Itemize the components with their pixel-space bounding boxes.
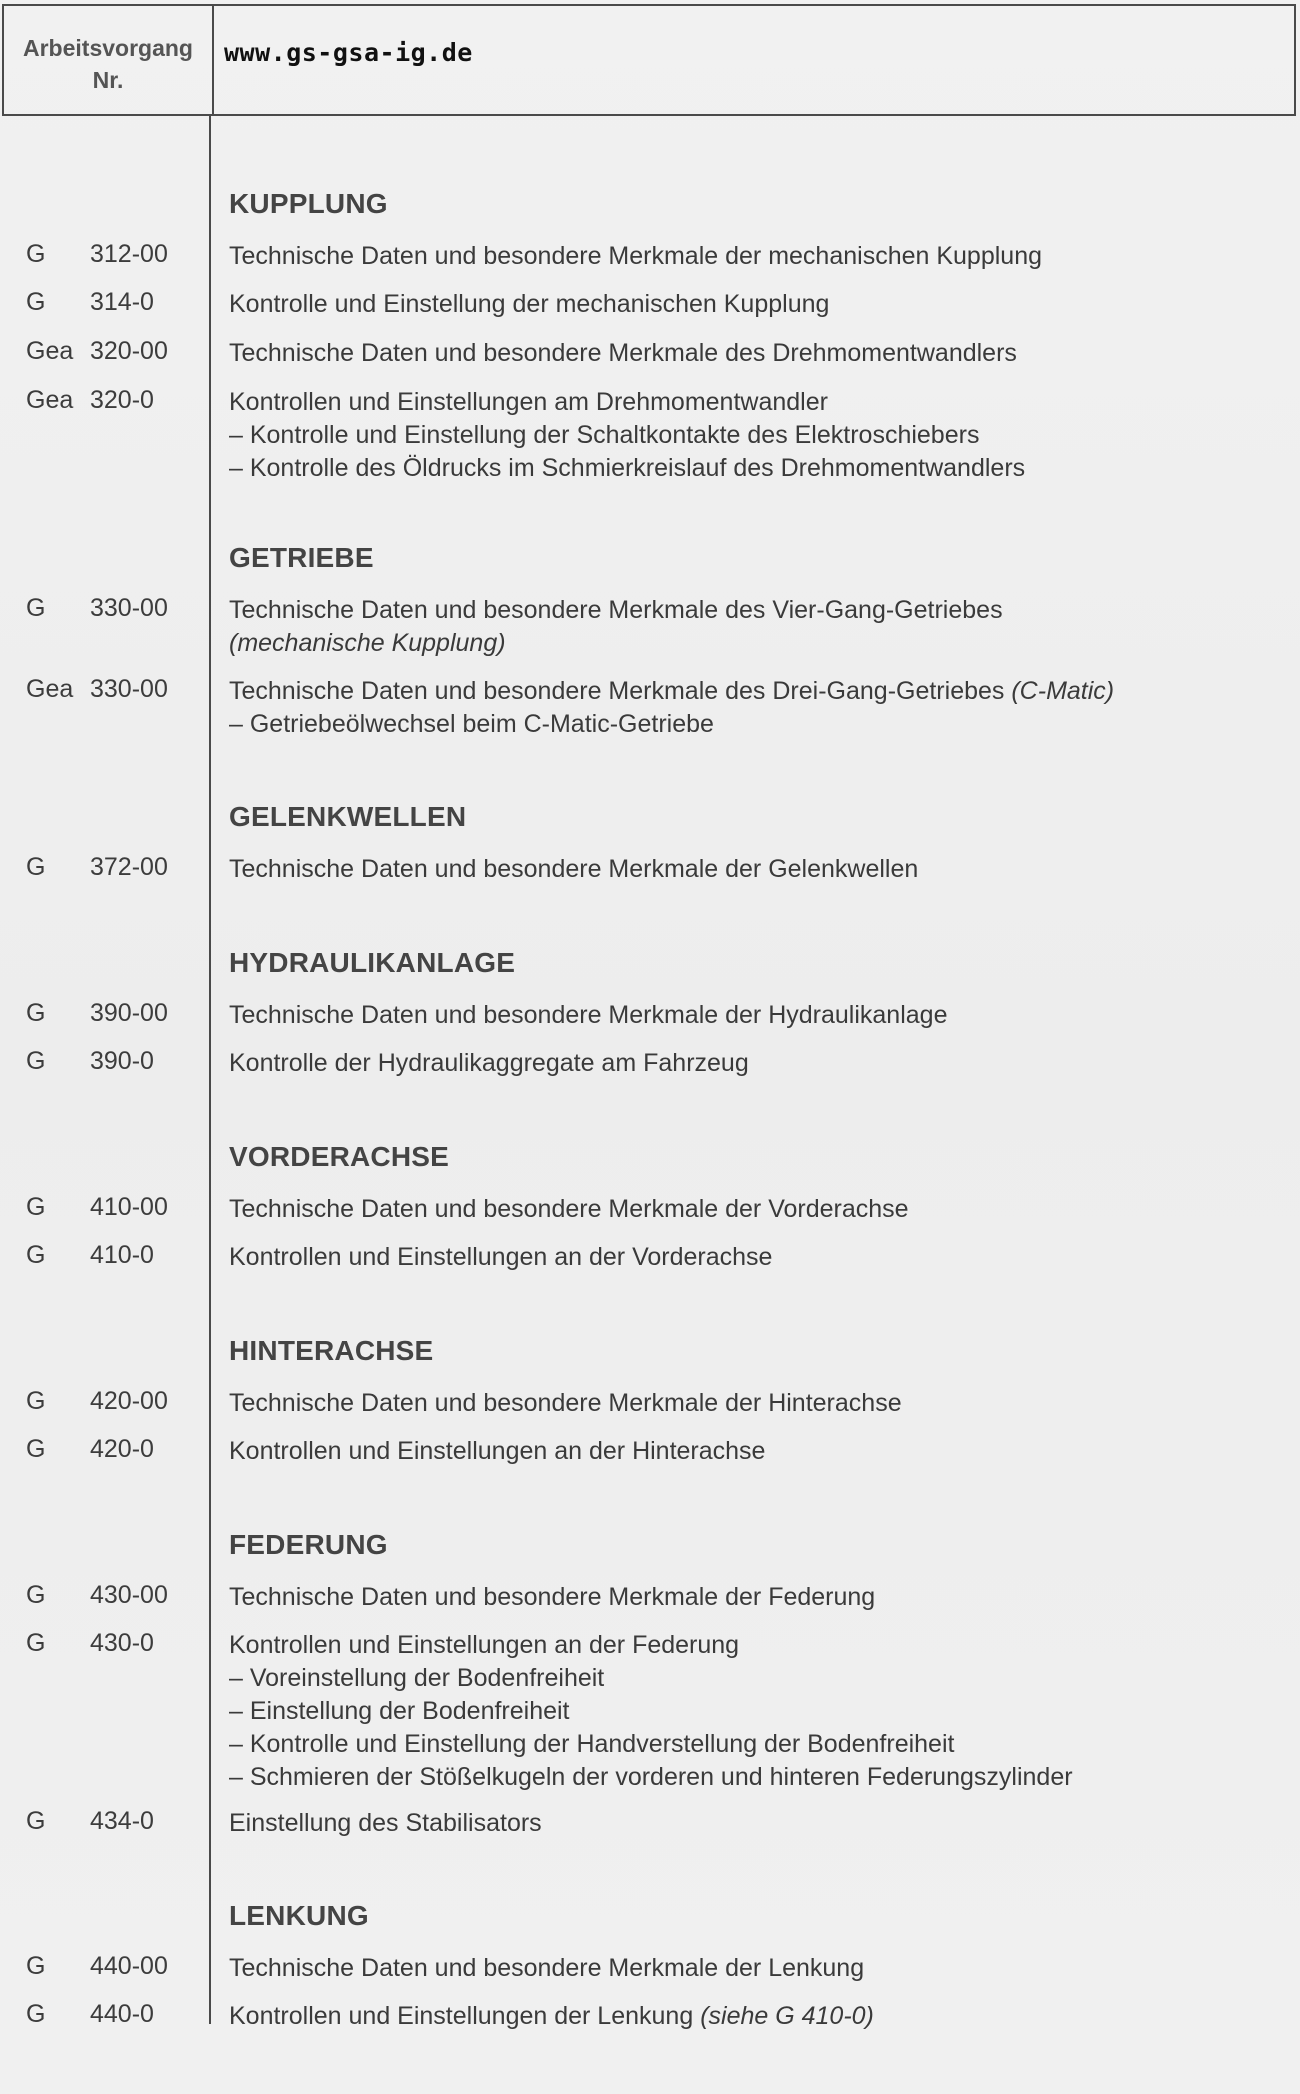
op-number: 410-00	[90, 1193, 168, 1221]
op-number: 440-0	[90, 2000, 154, 2028]
section-title-hinterachse: HINTERACHSE	[229, 1335, 434, 1366]
op-description: Technische Daten und besondere Merkmale der Hydraulikanlage	[229, 1001, 948, 1029]
op-number: 430-00	[90, 1581, 168, 1609]
op-prefix: G	[26, 1435, 46, 1463]
op-prefix: G	[26, 1241, 46, 1269]
op-description: Technische Daten und besondere Merkmale des Drei-Gang-Getriebes (C-Matic) – Getriebeölwechsel beim C-Matic-Getriebe	[229, 675, 1279, 741]
op-prefix: G	[26, 853, 46, 881]
op-number: 320-0	[90, 386, 154, 414]
op-number: 420-0	[90, 1435, 154, 1463]
op-subitem: – Kontrolle und Einstellung der Handverstellung der Bodenfreiheit	[229, 1730, 955, 1758]
op-number: 410-0	[90, 1241, 154, 1269]
op-prefix: G	[26, 1952, 46, 1980]
op-number: 430-0	[90, 1629, 154, 1657]
header-label-line1: Arbeitsvorgang	[23, 35, 193, 61]
section-title-gelenkwellen: GELENKWELLEN	[229, 801, 467, 832]
op-prefix: G	[26, 2000, 46, 2028]
header-url: www.gs-gsa-ig.de	[224, 38, 473, 67]
op-description: Technische Daten und besondere Merkmale der Hinterachse	[229, 1389, 902, 1417]
op-number: 434-0	[90, 1807, 154, 1835]
op-prefix: G	[26, 1807, 46, 1835]
op-number: 330-00	[90, 675, 168, 703]
header-column-operation-number	[8, 32, 208, 96]
op-number: 440-00	[90, 1952, 168, 1980]
op-subitem: – Einstellung der Bodenfreiheit	[229, 1697, 570, 1725]
op-description: Technische Daten und besondere Merkmale der Vorderachse	[229, 1195, 909, 1223]
op-description: Technische Daten und besondere Merkmale der Lenkung	[229, 1954, 865, 1982]
header-divider	[212, 6, 214, 114]
op-description: Technische Daten und besondere Merkmale der Gelenkwellen	[229, 855, 919, 883]
op-prefix: G	[26, 999, 46, 1027]
op-prefix: G	[26, 240, 46, 268]
op-prefix: G	[26, 1581, 46, 1609]
op-description: Kontrollen und Einstellungen an der Vorderachse	[229, 1243, 773, 1271]
section-title-kupplung: KUPPLUNG	[229, 188, 388, 219]
op-prefix: G	[26, 1193, 46, 1221]
op-prefix: G	[26, 288, 46, 316]
op-subitem: – Voreinstellung der Bodenfreiheit	[229, 1664, 605, 1692]
column-divider-line	[209, 116, 211, 2024]
header-label-line2: Nr.	[92, 67, 124, 93]
section-title-hydraulikanlage: HYDRAULIKANLAGE	[229, 947, 516, 978]
op-description: Kontrollen und Einstellungen am Drehmomentwandler – Kontrolle und Einstellung der Schaltkontakte des Elektroschiebers – Kontrolle des Öldrucks im Schmierkreislauf des Drehmomentwandlers	[229, 386, 1279, 485]
op-prefix: G	[26, 594, 46, 622]
section-title-vorderachse: VORDERACHSE	[229, 1141, 450, 1172]
op-note: (C-Matic)	[1011, 677, 1115, 705]
section-title-federung: FEDERUNG	[229, 1529, 388, 1560]
op-prefix: Gea	[26, 386, 74, 414]
op-number: 312-00	[90, 240, 168, 268]
op-prefix: G	[26, 1047, 46, 1075]
op-number: 372-00	[90, 853, 168, 881]
section-title-lenkung: LENKUNG	[229, 1900, 369, 1931]
op-description: Kontrolle der Hydraulikaggregate am Fahrzeug	[229, 1049, 749, 1077]
op-description: Technische Daten und besondere Merkmale der Federung	[229, 1583, 876, 1611]
op-prefix: Gea	[26, 337, 74, 365]
op-description: Technische Daten und besondere Merkmale der mechanischen Kupplung	[229, 242, 1043, 270]
op-subitem: – Schmieren der Stößelkugeln der vorderen und hinteren Federungszylinder	[229, 1763, 1073, 1791]
op-subitem: – Kontrolle und Einstellung der Schaltkontakte des Elektroschiebers	[229, 421, 980, 449]
op-description: Einstellung des Stabilisators	[229, 1809, 542, 1837]
op-description: Technische Daten und besondere Merkmale des Vier-Gang-Getriebes (mechanische Kupplung)	[229, 594, 1279, 660]
op-description: Technische Daten und besondere Merkmale des Drehmomentwandlers	[229, 339, 1017, 367]
op-number: 390-0	[90, 1047, 154, 1075]
op-note: (siehe G 410-0)	[700, 2002, 874, 2030]
op-description: Kontrolle und Einstellung der mechanischen Kupplung	[229, 290, 830, 318]
op-prefix: G	[26, 1387, 46, 1415]
op-number: 320-00	[90, 337, 168, 365]
op-description: Kontrollen und Einstellungen an der Federung – Voreinstellung der Bodenfreiheit – Einstellung der Bodenfreiheit – Kontrolle und Einstellung der Handverstellung der Bodenfreiheit – Schmieren der Stößelkugeln der vorderen und hinteren Federungszylinder	[229, 1629, 1279, 1794]
op-number: 390-00	[90, 999, 168, 1027]
op-number: 420-00	[90, 1387, 168, 1415]
table-header	[2, 4, 1296, 116]
op-subitem: – Kontrolle des Öldrucks im Schmierkreislauf des Drehmomentwandlers	[229, 454, 1026, 482]
section-title-getriebe: GETRIEBE	[229, 542, 374, 573]
op-description: Kontrollen und Einstellungen der Lenkung (siehe G 410-0)	[229, 2002, 874, 2030]
op-prefix: Gea	[26, 675, 74, 703]
op-number: 314-0	[90, 288, 154, 316]
op-subitem: – Getriebeölwechsel beim C-Matic-Getriebe	[229, 710, 714, 738]
op-note: (mechanische Kupplung)	[229, 629, 506, 657]
op-description: Kontrollen und Einstellungen an der Hinterachse	[229, 1437, 766, 1465]
op-number: 330-00	[90, 594, 168, 622]
op-prefix: G	[26, 1629, 46, 1657]
